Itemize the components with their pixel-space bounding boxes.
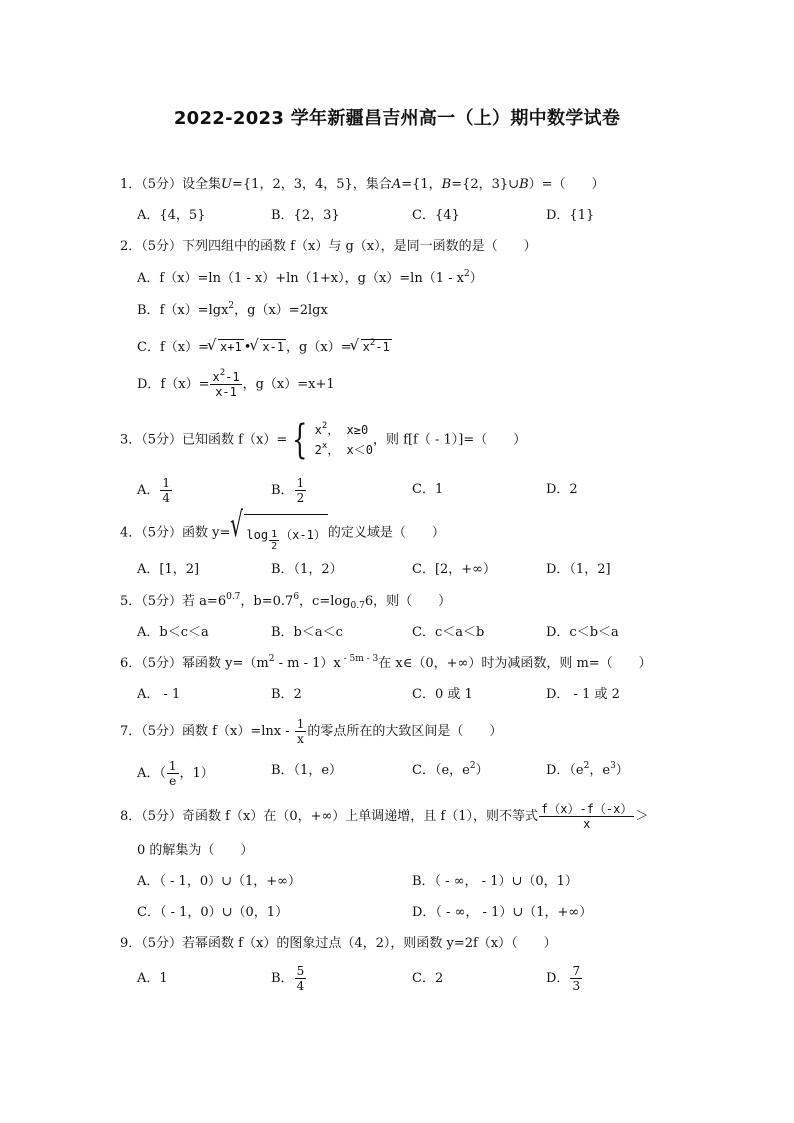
q8-option-a: A．（ - 1，0）∪（1，+∞） (137, 874, 301, 889)
sqrt-x-plus-1: √ x+1 (210, 338, 244, 357)
q1-option-a: A．{4，5} (137, 208, 206, 223)
q5-option-b: B．b＜a＜c (271, 625, 343, 640)
question-1-stem: 1．（5分）设全集U={1，2，3，4，5}，集合A={1，B={2，3}∪B）=（ ） (120, 177, 605, 192)
page-title: 2022-2023 学年新疆昌吉州高一（上）期中数学试卷 (173, 108, 621, 129)
q6-option-b: B．2 (271, 687, 302, 702)
sqrt-x-minus-1: √ x-1 (252, 338, 286, 357)
log-base-fraction: $\frac{1}{2}$ (271, 529, 278, 552)
q2-option-d: D．f（x）= $\frac{x^2-1}{x-1}$ ，g（x）=x+1 (137, 368, 335, 399)
question-9-stem: 9．（5分）若幂函数 f（x）的图象过点（4，2），则函数 y=2f（x）（ ） (120, 936, 557, 951)
question-5-stem: 5．（5分）若 $a=6^{0.7}$，$b=0.7^6$，$c=\log_{0.7}6$，则（ ） (120, 592, 452, 611)
q4-option-b: B．（1，2） (271, 562, 343, 577)
q6-option-d: D． - 1 或 2 (546, 687, 620, 702)
q5-option-c: C．c＜a＜b (412, 625, 485, 640)
q4-option-d: D．（1，2] (546, 562, 611, 577)
question-4-stem: 4．（5分）函数 y= √ log $\frac{1}{2}$ （x-1） 的定义域是（ ） (120, 505, 445, 552)
q7-option-d: D．（$e^2$，$e^3$） (546, 761, 629, 778)
q3-option-c: C．1 (412, 482, 444, 497)
q1-option-b: B．{2，3} (271, 208, 340, 223)
q5-option-d: D．c＜b＜a (546, 625, 619, 640)
sqrt-x2-minus-1: √ $x^2-1$ (353, 338, 392, 357)
question-2-stem: 2．（5分）下列四组中的函数 f（x）与 g（x），是同一函数的是（ ） (120, 239, 537, 254)
q5-option-a: A．b＜c＜a (137, 625, 209, 640)
q1-option-d: D．{1} (546, 208, 595, 223)
case-2: 2$^x$， x＜0 (314, 441, 374, 457)
fraction-5-4: $\frac{5}{4}$ (296, 964, 305, 993)
fraction-1-2: $\frac{1}{2}$ (296, 476, 305, 505)
fraction-1-over-x: $\frac{1}{x}$ (296, 717, 305, 746)
question-3-stem: 3．（5分）已知函数 f（x）= { $x^2$， x≥0 2$^x$， x＜0 ，则 f[f（ - 1）]=（ ） (120, 417, 527, 463)
piecewise-function: { $x^2$， x≥0 2$^x$， x＜0 (292, 417, 374, 463)
q2-option-a: A．f（x）=ln（1 - x）+ln（1+x），$g(x)=\ln(1 - x^2)$ (137, 269, 483, 286)
q3-option-b: B． $\frac{1}{2}$ (271, 476, 305, 505)
q7-option-a: A．（ $\frac{1}{e}$ ，1） (137, 759, 214, 788)
q3-option-d: D．2 (546, 482, 578, 497)
fraction-1-over-e: $\frac{1}{e}$ (168, 759, 177, 788)
fraction-x2-1-over-x-1: $\frac{x^2-1}{x-1}$ (212, 368, 240, 399)
q2-option-c: C．f（x）=√ x+1 •√ x-1 ，g（x）=√ $x^2-1$ (137, 338, 392, 357)
q6-option-a: A． - 1 (137, 687, 181, 702)
q4-option-a: A．[1，2] (137, 562, 200, 577)
q7-option-b: B．（1，e） (271, 763, 343, 778)
q7-option-c: C．（e，$e^2$） (412, 761, 489, 778)
q3-option-a: A． $\frac{1}{4}$ (137, 476, 171, 505)
question-8-stem-line2: 0 的解集为（ ） (137, 843, 254, 858)
q9-option-d: D． $\frac{7}{3}$ (546, 964, 581, 993)
fraction-f-over-x: $\frac{f(x)-f(-x)}{x}$ (541, 802, 633, 831)
q2-option-b: B．f（x）=lgx$^2$，g（x）=2lgx (137, 301, 328, 318)
q8-option-d: D．（ - ∞， - 1）∪（1，+∞） (412, 905, 593, 920)
fraction-7-3: $\frac{7}{3}$ (572, 964, 581, 993)
q4-option-c: C．[2，+∞） (412, 562, 497, 577)
question-7-stem: 7．（5分）函数 f（x）=lnx - $\frac{1}{x}$ 的零点所在的大致区间是（ ） (120, 717, 503, 746)
question-8-stem: 8．（5分）奇函数 f（x）在（0，+∞）上单调递增，且 f（1），则不等式 $\frac{f(x)-f(-x)}{x}$ ＞ (120, 802, 649, 831)
fraction-1-4: $\frac{1}{4}$ (162, 476, 171, 505)
q8-option-b: B．（ - ∞， - 1）∪（0，1） (412, 874, 578, 889)
q9-option-a: A．1 (137, 971, 168, 986)
q9-option-b: B． $\frac{5}{4}$ (271, 964, 305, 993)
q6-option-c: C．0 或 1 (412, 687, 473, 702)
case-1: $x^2$， x≥0 (314, 421, 369, 437)
question-6-stem: 6．（5分）幂函数 $y=(m^2 - m - 1)x$ $^{- 5m - 3}$在 x∈（0，+∞）时为减函数，则 m=（ ） (120, 654, 652, 671)
q1-option-c: C．{4} (412, 208, 460, 223)
sqrt-log-expression: √ log $\frac{1}{2}$ （x-1） (230, 505, 326, 552)
q9-option-c: C．2 (412, 971, 444, 986)
q8-option-c: C．（ - 1，0）∪（0，1） (137, 905, 289, 920)
